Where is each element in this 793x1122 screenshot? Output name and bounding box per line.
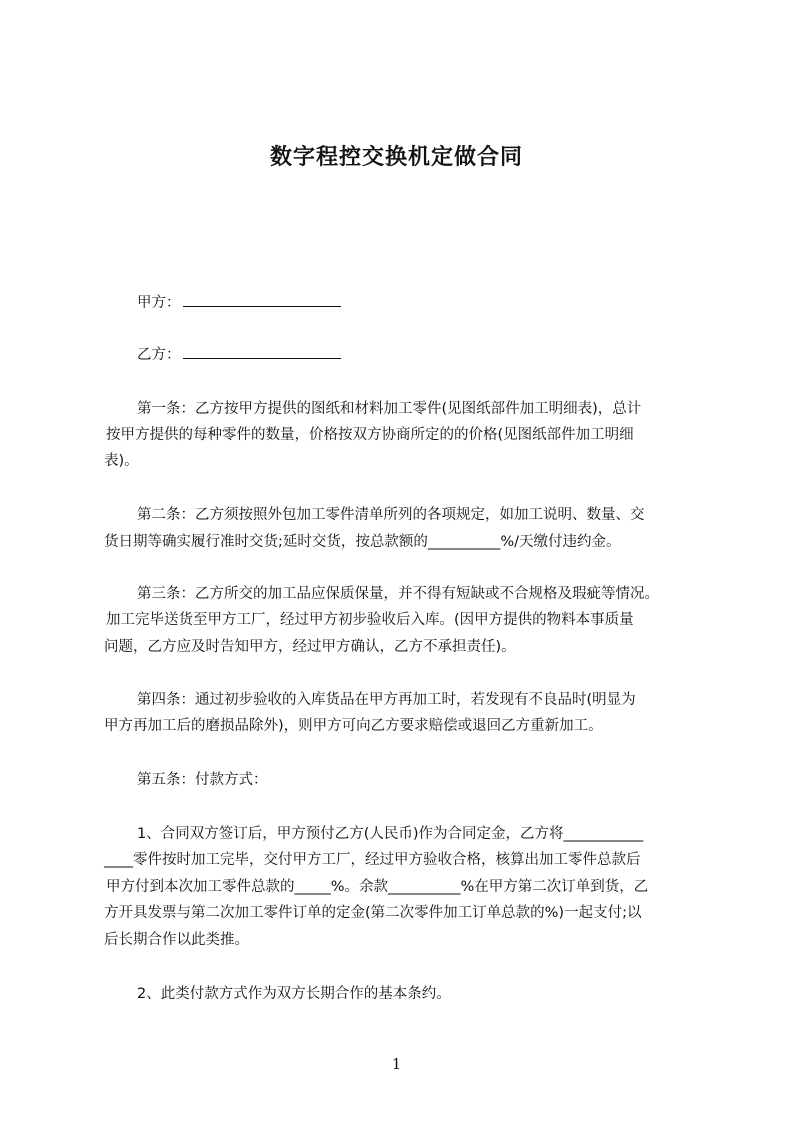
party-b-field xyxy=(137,344,341,365)
payment-clause-2: 2、此类付款方式作为双方长期合作的基本条约。 xyxy=(137,986,451,1002)
article-2-line-1: 第二条：乙方须按照外包加工零件清单所列的各项规定，如加工说明、数量、交 xyxy=(137,507,645,523)
article-1-line-2: 按甲方提供的每种零件的数量，价格按双方协商所定的的价格(见图纸部件加工明细 xyxy=(106,427,634,443)
article-2-line-2: 货日期等确实履行准时交货;延时交货，按总款额的__________%/天缴付违约金。 xyxy=(104,534,621,550)
payment-clause-1-line-2: ____零件按时加工完毕，交付甲方工厂，经过甲方验收合格，核算出加工零件总款后 xyxy=(104,852,641,868)
party-b-label: 乙方： xyxy=(137,347,181,363)
article-4-line-2: 甲方再加工后的磨损品除外)，则甲方可向乙方要求赔偿或退回乙方重新加工。 xyxy=(104,718,603,734)
article-1-line-3: 表)。 xyxy=(104,453,139,469)
article-4-line-1: 第四条：通过初步验收的入库货品在甲方再加工时，若发现有不良品时(明显为 xyxy=(137,692,636,708)
article-3-line-1: 第三条：乙方所交的加工品应保质保量，并不得有短缺或不合规格及瑕疵等情况。 xyxy=(137,586,659,602)
article-3-line-3: 问题，乙方应及时告知甲方，经过甲方确认，乙方不承担责任)。 xyxy=(104,639,516,655)
payment-clause-1-line-4: 方开具发票与第二次加工零件订单的定金(第二次零件加工订单总款的%)一起支付;以 xyxy=(104,905,642,921)
page-number: 1 xyxy=(391,1055,402,1073)
article-5-heading: 第五条：付款方式： xyxy=(137,772,268,788)
payment-clause-1-line-3: 甲方付到本次加工零件总款的_____%。余款__________%在甲方第二次订单到货，乙 xyxy=(106,879,649,895)
payment-clause-1-line-1: 1、合同双方签订后，甲方预付乙方(人民币)作为合同定金，乙方将___________ xyxy=(137,826,644,842)
document-title: 数字程控交换机定做合同 xyxy=(269,145,523,170)
article-3-line-2: 加工完毕送货至甲方工厂，经过甲方初步验收后入库。(因甲方提供的物料本事质量 xyxy=(106,612,634,628)
party-a-blank xyxy=(183,292,341,307)
party-a-field xyxy=(137,292,341,313)
article-1-line-1: 第一条：乙方按甲方提供的图纸和材料加工零件(见图纸部件加工明细表)，总计 xyxy=(137,401,642,417)
party-a-label: 甲方： xyxy=(137,295,181,311)
party-b-blank xyxy=(183,344,341,359)
payment-clause-1-line-5: 后长期合作以此类推。 xyxy=(104,932,249,948)
